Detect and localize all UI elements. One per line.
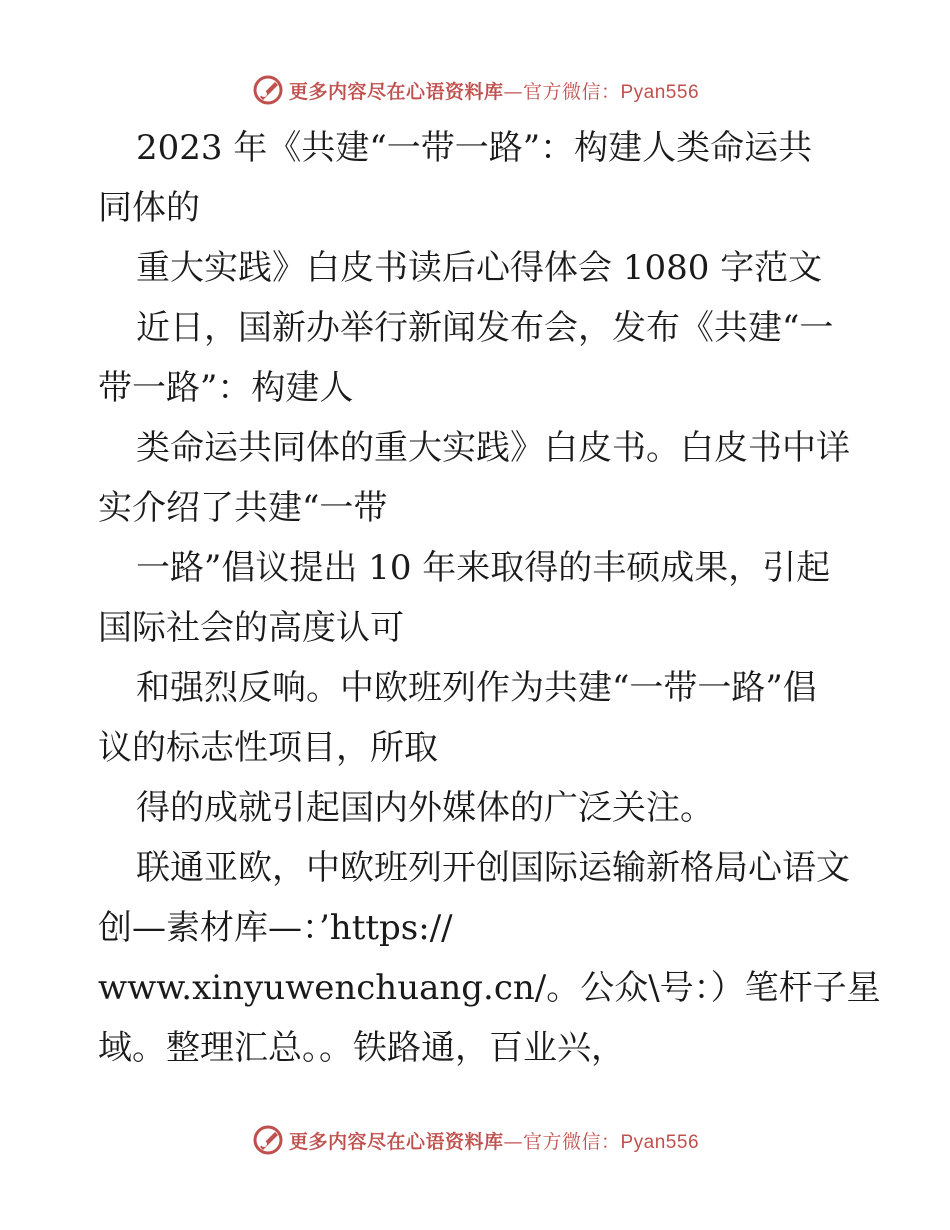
pen-logo-icon <box>251 1123 285 1157</box>
text-line: 类命运共同体的重大实践》白皮书。白皮书中详 <box>136 428 850 468</box>
text-line: 得的成就引起国内外媒体的广泛关注。 <box>136 788 714 828</box>
text-line: 联通亚欧，中欧班列开创国际运输新格局心语文 <box>136 848 850 888</box>
watermark-official: 官方微信： <box>522 80 621 103</box>
text-line: 近日，国新办举行新闻发布会，发布《共建“一 <box>136 308 834 348</box>
text-line: 国际社会的高度认可 <box>98 608 404 648</box>
text-line: 创—素材库—：’https:// <box>98 908 453 948</box>
text-line: 同体的 <box>98 188 200 228</box>
text-line: 一路”倡议提出 10 年来取得的丰硕成果，引起 <box>136 548 831 588</box>
text-line: 议的标志性项目，所取 <box>98 728 438 768</box>
watermark-id: Pyan556 <box>620 81 700 103</box>
header-watermark <box>0 70 950 110</box>
text-line: 域。整理汇总。。铁路通，百业兴， <box>98 1028 625 1068</box>
pen-logo-icon <box>251 73 285 107</box>
watermark-separator: — <box>503 80 523 103</box>
watermark-separator: — <box>503 1130 523 1153</box>
text-line: 带一路”：构建人 <box>98 368 354 408</box>
footer-watermark <box>0 1120 950 1160</box>
text-line: www.xinyuwenchuang.cn/。公众\号：）笔杆子星 <box>98 968 881 1008</box>
text-line: 重大实践》白皮书读后心得体会 1080 字范文 <box>136 248 823 288</box>
watermark-label: 更多内容尽在心语资料库 <box>288 1130 504 1153</box>
text-line: 2023 年《共建“一带一路”：构建人类命运共 <box>136 128 813 168</box>
text-line: 实介绍了共建“一带 <box>98 488 388 528</box>
text-line: 和强烈反响。中欧班列作为共建“一带一路”倡 <box>136 668 817 708</box>
watermark-label: 更多内容尽在心语资料库 <box>288 80 504 103</box>
watermark-official: 官方微信： <box>522 1130 621 1153</box>
document-body <box>98 118 881 1078</box>
watermark-id: Pyan556 <box>620 1131 700 1153</box>
